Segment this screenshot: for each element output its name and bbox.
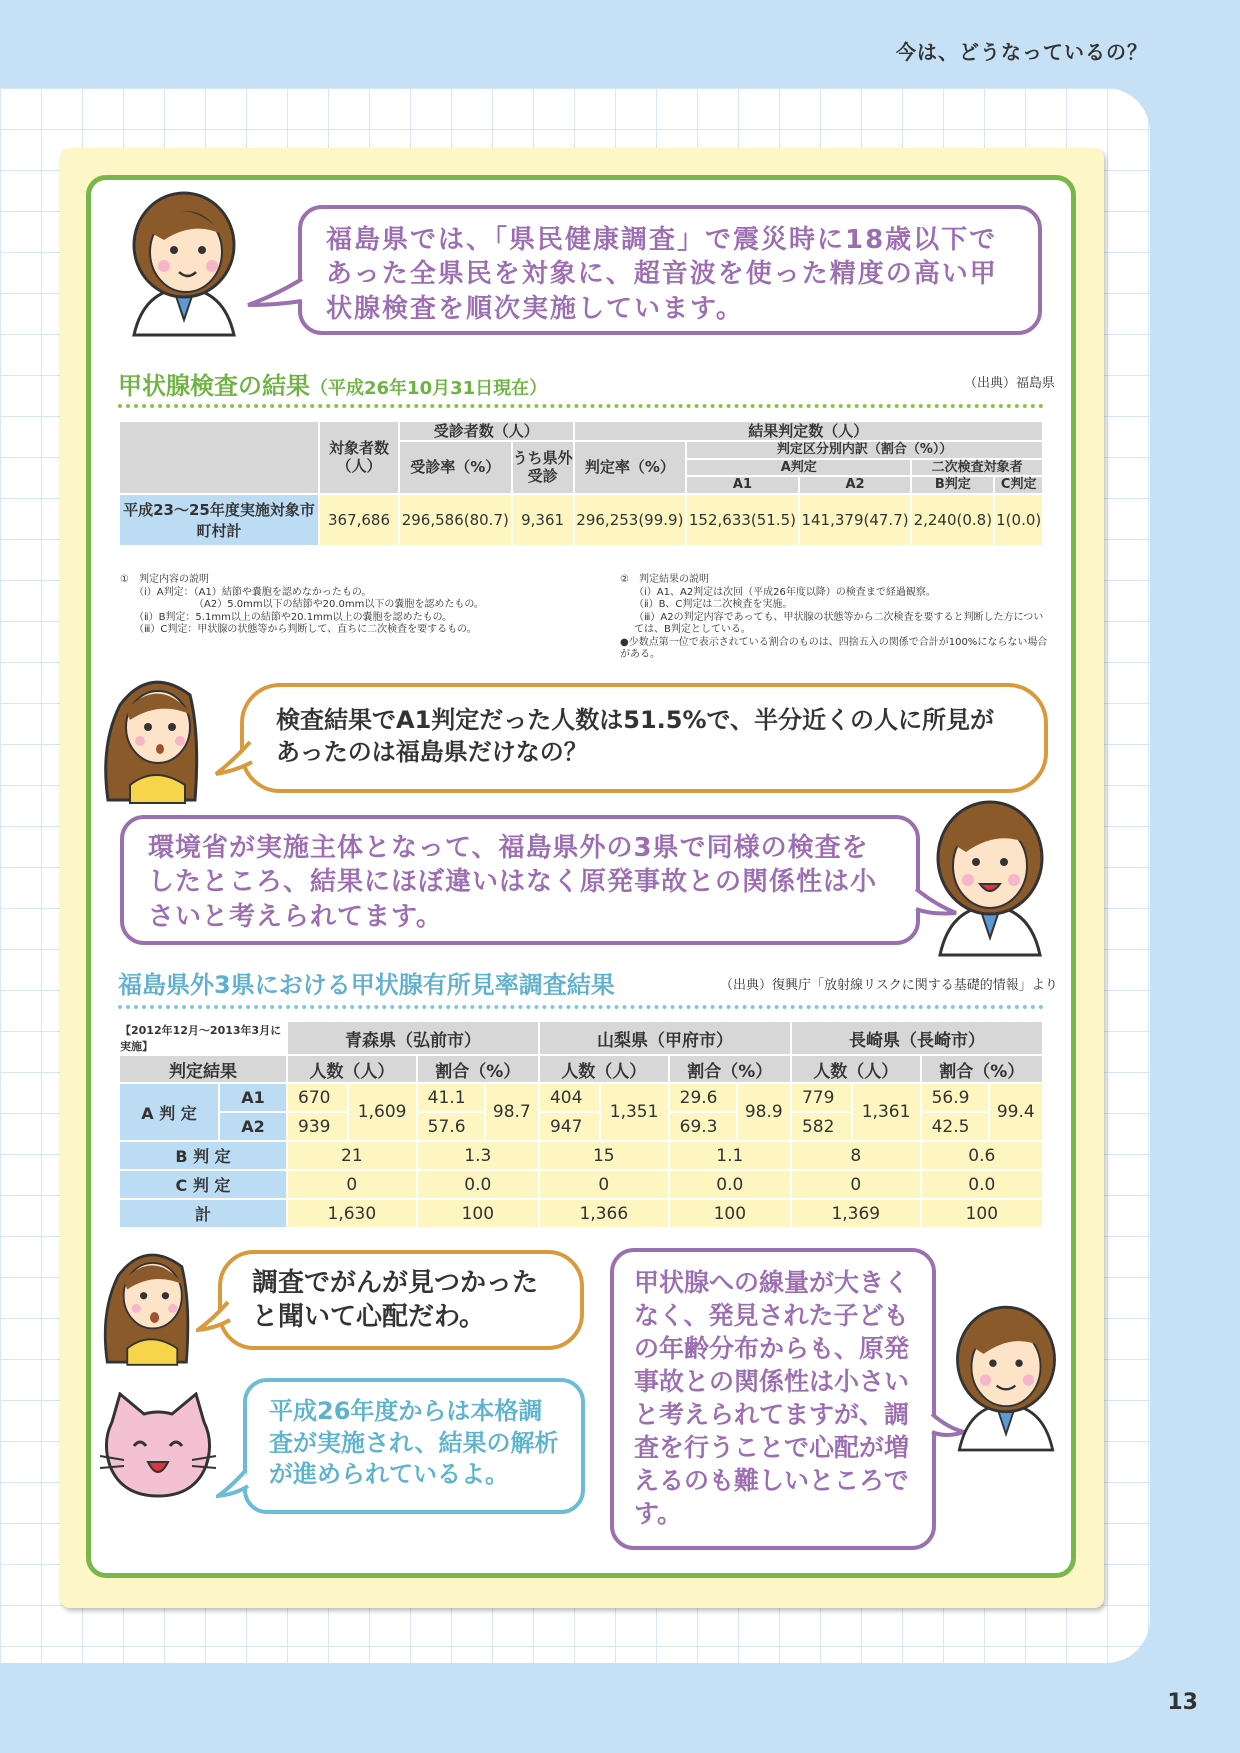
notes-judgement-results: ② 判定結果の説明 （ⅰ）A1、A2判定は次回（平成26年度以降）の検査まで経過観察。 （ⅱ）B、C判定は二次検査を実施。 （ⅲ）A2の判定内容であっても、甲状腺の状態等から二次検査を要すると判断した方については、B判定としている。 ●少数点第一位で表示されている割合のものは、四捨五入の関係で合計が100%にならない場合がある。 [620,574,1048,660]
judge-header: 判定結果 [119,1055,287,1083]
header-a-judge: A判定 [686,459,911,477]
speech-bubble-question-1: 検査結果でA1判定だった人数は51.5%で、半分近くの人に所見があったのは福島県だけなの？ [240,683,1048,793]
doctor-character-icon [124,190,244,340]
cell-c-count: 0 [287,1170,417,1199]
header-examinees: 受診者数（人） [399,421,574,441]
cell-c-rate: 0.0 [921,1170,1043,1199]
pref-header-1: 山梨県（甲府市） [539,1021,791,1055]
doctor-character-icon [930,800,1050,960]
header-b: B判定 [911,476,994,494]
cell-judged: 296,253(99.9) [574,494,687,546]
divider [118,404,1044,408]
section-title-three-prefectures: 福島県外3県における甲状腺有所見率調査結果 [118,971,615,999]
cell-b-rate: 1.3 [417,1141,539,1170]
cell-c-count: 0 [791,1170,921,1199]
header-secondary: 二次検査対象者 [911,459,1043,477]
cell-a-rate: 98.7 [485,1083,539,1141]
cell-c-rate: 0.0 [417,1170,539,1199]
header-breakdown: 判定区分別内訳（割合（%）） [686,441,1043,459]
cell-total-count: 1,630 [287,1199,417,1228]
section-title-thyroid-results: 甲状腺検査の結果（平成26年10月31日現在） [118,372,548,400]
survey-period: 【2012年12月～2013年3月に実施】 [119,1021,287,1055]
cell-c: 1(0.0) [994,494,1043,546]
cell-targets: 367,686 [319,494,399,546]
cell-a-rate: 98.9 [737,1083,791,1141]
cell-a2-count: 582 [791,1112,852,1141]
cell-b-count: 21 [287,1141,417,1170]
rate-header: 割合（%） [921,1055,1043,1083]
header-a1: A1 [686,476,799,494]
prefecture-survey-table [118,1020,1044,1229]
header-out-of-pref: うち県外受診 [512,441,574,494]
cell-a1-rate: 41.1 [417,1083,485,1112]
row-label-a: A 判 定 [119,1083,219,1141]
speech-bubble-question-2: 調査でがんが見つかったと聞いて心配だわ。 [218,1250,584,1350]
row-label: 平成23～25年度実施対象市町村計 [119,494,319,546]
cell-a2-rate: 57.6 [417,1112,485,1141]
chapter-header: 今は、どうなっているの？ [896,40,1148,64]
cell-b: 2,240(0.8) [911,494,994,546]
rate-header: 割合（%） [669,1055,791,1083]
header-a2: A2 [799,476,912,494]
cell-a1: 152,633(51.5) [686,494,799,546]
header-judge-rate: 判定率（%） [574,441,687,494]
speech-bubble-cat: 平成26年度からは本格調査が実施され、結果の解析が進められているよ。 [243,1378,585,1514]
divider [118,1005,1044,1009]
pref-header-0: 青森県（弘前市） [287,1021,539,1055]
speech-bubble-intro: 福島県では、「県民健康調査」で震災時に18歳以下であった全県民を対象に、超音波を使った精度の高い甲状腺検査を順次実施しています。 [298,205,1042,335]
cell-total-rate: 100 [417,1199,539,1228]
row-label-c: C 判 定 [119,1170,287,1199]
cell-a-count: 1,609 [348,1083,417,1141]
cell-a-count: 1,351 [600,1083,669,1141]
cell-a1-count: 670 [287,1083,348,1112]
row-label-a2: A2 [219,1112,287,1141]
cell-a-rate: 99.4 [989,1083,1043,1141]
cell-total-count: 1,366 [539,1199,669,1228]
cat-character-icon [98,1392,218,1502]
doctor-character-icon [950,1305,1062,1455]
bubble-tail [216,1468,250,1502]
cell-total-count: 1,369 [791,1199,921,1228]
row-label-b: B 判 定 [119,1141,287,1170]
source-fukushima: （出典）福島県 [964,376,1056,391]
cell-total-rate: 100 [921,1199,1043,1228]
cell-a1-count: 779 [791,1083,852,1112]
rate-header: 割合（%） [417,1055,539,1083]
cell-a2-count: 947 [539,1112,600,1141]
count-header: 人数（人） [791,1055,921,1083]
cell-c-count: 0 [539,1170,669,1199]
header-targets: 対象者数（人） [319,421,399,494]
cell-out-of-pref: 9,361 [512,494,574,546]
cell-a1-rate: 56.9 [921,1083,989,1112]
cell-a2-rate: 42.5 [921,1112,989,1141]
pref-header-2: 長崎県（長崎市） [791,1021,1043,1055]
speech-bubble-answer-1: 環境省が実施主体となって、福島県外の3県で同様の検査をしたところ、結果にほぼ違いはなく原発事故との関係性は小さいと考えられてます。 [120,815,920,945]
cell-b-rate: 0.6 [921,1141,1043,1170]
header-c: C判定 [994,476,1043,494]
count-header: 人数（人） [539,1055,669,1083]
bubble-tail [196,1300,232,1336]
count-header: 人数（人） [287,1055,417,1083]
cell-a-count: 1,361 [852,1083,921,1141]
header-results: 結果判定数（人） [574,421,1043,441]
girl-character-icon [100,665,210,805]
cell-examinees: 296,586(80.7) [399,494,512,546]
cell-b-rate: 1.1 [669,1141,791,1170]
row-label-total: 計 [119,1199,287,1228]
bubble-tail [214,740,254,780]
cell-a2-count: 939 [287,1112,348,1141]
cell-b-count: 8 [791,1141,921,1170]
cell-a2-rate: 69.3 [669,1112,737,1141]
cell-c-rate: 0.0 [669,1170,791,1199]
cell-total-rate: 100 [669,1199,791,1228]
speech-bubble-answer-2: 甲状腺への線量が大きくなく、発見された子どもの年齢分布からも、原発事故との関係性は小さいと考えられてますが、調査を行うことで心配が増えるのも難しいところです。 [610,1248,936,1550]
cell-a1-count: 404 [539,1083,600,1112]
row-label-a1: A1 [219,1083,287,1112]
cell-a1-rate: 29.6 [669,1083,737,1112]
header-exam-rate: 受診率（%） [399,441,512,494]
notes-judgement-content: ① 判定内容の説明 （ⅰ）A判定：（A1）結節や嚢胞を認めなかったもの。 （A2）5.0mm以下の結節や20.0mm以下の嚢胞を認めたもの。 （ⅱ）B判定：5.1mm以上の結節や20.1mm以上の嚢胞を認めたもの。 （ⅲ）C判定：甲状腺の状態等から判断して、直ちに二次検査を要するもの。 [120,574,484,635]
page-number: 13 [1167,1690,1198,1715]
source-reconstruction-agency: （出典）復興庁「放射線リスクに関する基礎的情報」より [720,978,1058,993]
bubble-tail [246,275,306,315]
girl-character-icon [100,1238,200,1368]
cell-a2: 141,379(47.7) [799,494,912,546]
cell-b-count: 15 [539,1141,669,1170]
thyroid-results-table [118,420,1044,547]
